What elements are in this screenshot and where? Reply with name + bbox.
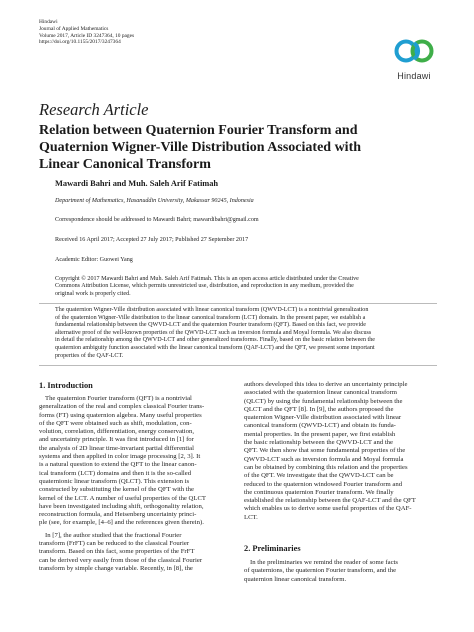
preliminaries-text — [244, 559, 440, 584]
copyright-line: Commons Attribution License, which permits unrestricted use, distribution, and reproduction in any medium, provided the — [55, 283, 354, 290]
text-line: ple (see, for example, [4–6] and the references given therein). — [39, 519, 204, 527]
text-line: volution, correlation, differentiation, energy conservation, — [39, 428, 195, 436]
text-line: quaternion Wigner-Ville distribution associated with linear — [244, 414, 402, 422]
text-line: transform. Based on this fact, some properties of the FrFT — [39, 548, 195, 556]
academic-editor: Academic Editor: Guowei Yang — [55, 257, 133, 263]
text-line: which enables us to derive some useful properties of the QAF- — [244, 505, 412, 513]
text-line: and uncertainty principle. It was first introduced in [1] for — [39, 436, 194, 444]
article-type: Research Article — [39, 100, 149, 119]
logo-wordmark: Hindawi — [397, 71, 431, 81]
section-heading-preliminaries: 2. Preliminaries — [244, 544, 301, 553]
title-line: Linear Canonical Transform — [39, 157, 211, 173]
right-column-text — [244, 381, 440, 522]
abstract-line: in detail the relationship among the QWVD-LCT and other generalized transforms. Finally, based on the basic relation between the — [55, 337, 375, 344]
text-line: systems and then applied in color image processing [2, 3]. It — [39, 453, 201, 461]
text-line: QFT. We then show that some fundamental properties of the — [244, 447, 406, 455]
text-line: is a natural question to extend the QFT to the linear canon- — [39, 461, 197, 469]
text-line: LCT. — [244, 513, 258, 521]
text-line: of quaternions, the quaternion Fourier transform, and the — [244, 567, 397, 575]
section-heading-introduction: 1. Introduction — [39, 381, 93, 390]
copyright-line: original work is properly cited. — [55, 290, 131, 297]
abstract-line: properties of the QAF-LCT. — [55, 352, 124, 359]
title-line: Relation between Quaternion Fourier Transform and — [39, 123, 358, 138]
author-list: Mawardi Bahri and Muh. Saleh Arif Fatimah — [55, 179, 219, 188]
text-line: forms (FT) using quaternion algebra. Many useful properties — [39, 411, 202, 419]
abstract-bottom-rule — [39, 365, 437, 366]
volume-line: Volume 2017, Article ID 3247364, 10 pages — [39, 32, 135, 39]
text-line: associated with the quaternion linear canonical transform — [244, 389, 398, 397]
affiliation: Department of Mathematics, Hasanuddin University, Makassar 90245, Indonesia — [55, 198, 254, 204]
text-line: QWVD-LCT such as inversion formula and Moyal formula — [244, 455, 404, 463]
text-line: of the QFT were obtained such as shift, modulation, con- — [39, 419, 192, 427]
left-column-text — [39, 395, 235, 573]
abstract-line: The quaternion Wigner-Ville distribution associated with linear canonical transform (QWVD-LCT) is a nontrivial generalization — [55, 307, 369, 313]
abstract-top-rule — [39, 303, 437, 304]
text-line: (QLCT) by using the fundamental relationship between the — [244, 397, 403, 405]
text-line: the basic relationship between the QWVD-LCT and the — [244, 439, 393, 447]
abstract-line: fundamental relationship between the QWVD-LCT and the quaternion Fourier transform (QFT). Based on this fact, we provide — [55, 322, 366, 329]
journal-name: Journal of Applied Mathematics — [39, 25, 109, 32]
journal-info — [39, 19, 134, 46]
correspondence: Correspondence should be addressed to Mawardi Bahri; mawardibahri@gmail.com — [55, 217, 259, 223]
text-line: In [7], the author studied that the fractional Fourier — [45, 531, 182, 539]
text-line: can be obtained by combining this relation and the properties — [244, 463, 408, 471]
abstract-line: alternative proof of the well-known properties of the QWVD-LCT such as inversion formula and Moyal formula. We also discuss — [55, 329, 372, 336]
text-line: mental properties. In the present paper, we first establish — [244, 430, 396, 438]
history-dates: Received 16 April 2017; Accepted 27 July 2017; Published 27 September 2017 — [55, 237, 249, 243]
text-line: the continuous quaternion Fourier transform. We finally — [244, 488, 394, 496]
publisher-name: Hindawi — [39, 19, 58, 25]
text-line: have been investigated including shift, orthogonality relation, — [39, 502, 204, 510]
text-line: canonical transform (QWVD-LCT) and obtain its funda- — [244, 422, 396, 430]
text-line: transform by simple change variable. Recently, in [8], the — [39, 564, 193, 572]
text-line: kernel of the LCT. A number of useful properties of the QLCT — [39, 494, 207, 502]
text-line: the analysis of 2D linear time-invariant partial differential — [39, 444, 194, 452]
abstract-line: quaternion ambiguity function associated with the linear canonical transform (QAF-LCT) and the QFT, we present some important — [55, 344, 375, 351]
text-line: reconstruction formula, and Heisenberg uncertainty princi- — [39, 511, 197, 519]
text-line: constructed by substituting the kernel of the QFT with the — [39, 486, 194, 494]
text-line: of the QFT. We investigate that the QWVD-LCT can be — [244, 472, 394, 480]
text-line: In the preliminaries we remind the reader of some facts — [250, 559, 398, 566]
article-title — [39, 122, 439, 174]
text-line: established the relationship between the QAF-LCT and the QFT — [244, 497, 416, 505]
text-line: quaternion linear canonical transform. — [244, 575, 347, 583]
text-line: authors developed this idea to derive an uncertainty principle — [244, 381, 408, 388]
text-line: reduced to the quaternion windowed Fourier transform and — [244, 480, 403, 488]
text-line: QLCT and the QFT [8]. In [9], the authors proposed the — [244, 405, 394, 413]
text-line: transform (FrFT) can be reduced to the classical Fourier — [39, 540, 190, 548]
abstract-line: of the quaternion Wigner-Ville distribution to the linear canonical transform (LCT) domain. In the present paper, we establish a — [55, 314, 366, 321]
text-line: quaternionic linear transform (QLCT). This extension is — [39, 477, 190, 485]
abstract — [55, 307, 440, 360]
copyright-notice — [55, 276, 440, 298]
text-line: ical transform (LCT) domains and then it is the so-called — [39, 469, 192, 477]
copyright-line: Copyright © 2017 Mawardi Bahri and Muh. Saleh Arif Fatimah. This is an open access article distributed under the Creative — [55, 276, 359, 282]
text-line: generalization of the real and complex classical Fourier trans- — [39, 403, 205, 411]
title-line: Quaternion Wigner-Ville Distribution Associated with — [39, 140, 362, 156]
text-line: can be derived very easily from those of the classical Fourier — [39, 556, 203, 564]
text-line: The quaternion Fourier transform (QFT) is a nontrivial — [45, 395, 192, 402]
doi-link[interactable]: https://doi.org/10.1155/2017/3247364 — [39, 39, 121, 46]
